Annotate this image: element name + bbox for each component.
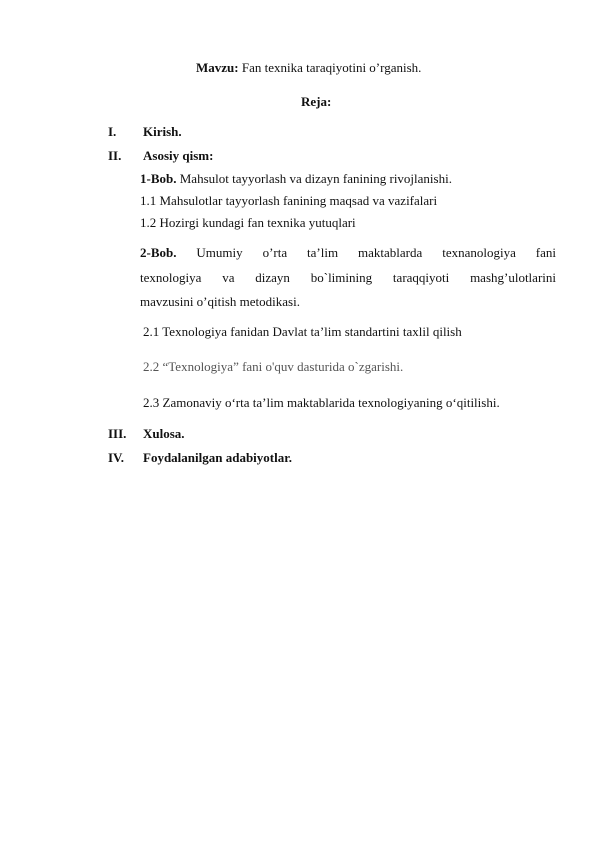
chapter2-item-2: 2.2 “Texnologiya” fani o'quv dasturida o`zgarishi. <box>143 359 404 374</box>
chapter1-item-2: 1.2 Hozirgi kundagi fan texnika yutuqlari <box>140 215 356 230</box>
chapter2-label: 2-Bob. <box>140 245 177 260</box>
title-label: Mavzu: <box>196 60 239 75</box>
plan-heading: Reja: <box>301 94 332 109</box>
chapter1-label: 1-Bob. <box>140 171 177 186</box>
title-text: Fan texnika taraqiyotini o’rganish. <box>238 60 422 75</box>
document-title <box>196 60 421 76</box>
chapter2-heading-line1 <box>140 245 556 261</box>
chapter1-text: Mahsulot tayyorlash va dizayn fanining rivojlanishi. <box>176 171 452 186</box>
section-numeral-1: I. <box>108 124 117 139</box>
section-label-1: Kirish. <box>143 124 182 139</box>
chapter1-item-1: 1.1 Mahsulotlar tayyorlash fanining maqsad va vazifalari <box>140 193 438 208</box>
chapter2-heading-line3: mavzusini o’qitish metodikasi. <box>140 294 300 309</box>
chapter2-item-1: 2.1 Texnologiya fanidan Davlat ta’lim standartini taxlil qilish <box>143 324 462 339</box>
section-numeral-2: II. <box>108 148 122 163</box>
section-label-3: Xulosa. <box>143 426 185 441</box>
chapter2-heading-line2: texnologiya va dizayn bo`limining taraqqiyoti mashg’ulotlarini <box>140 270 556 285</box>
section-label-4: Foydalanilgan adabiyotlar. <box>143 450 293 465</box>
chapter1-heading <box>140 171 452 187</box>
chapter2-line1: Umumiy o’rta ta’lim maktablarda texnanologiya fani <box>196 245 556 260</box>
chapter2-item-3: 2.3 Zamonaviy o‘rta ta’lim maktablarida texnologiyaning o‘qitilishi. <box>143 395 500 410</box>
section-label-2: Asosiy qism: <box>143 148 214 163</box>
section-numeral-3: III. <box>108 426 127 441</box>
section-numeral-4: IV. <box>108 450 125 465</box>
